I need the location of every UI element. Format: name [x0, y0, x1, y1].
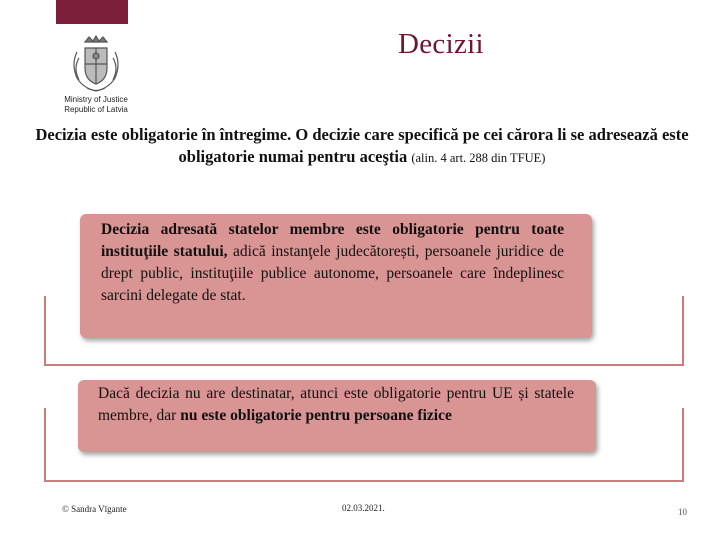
- intro-paragraph: [22, 124, 702, 169]
- intro-text: Decizia este obligatorie în întregime. O decizie care specifică pe cei cărora li se adresează este obligatorie numai pentru aceştia: [35, 125, 689, 166]
- box1-text: adică instanţele judecătorești, persoanele juridice de drept public, instituţiile publice autonome, persoanele care îndeplinesc sarcini delegate de stat.: [101, 243, 564, 304]
- box2-text: Dacă decizia nu are destinatar, atunci este obligatorie pentru UE și statele membre, dar: [98, 385, 574, 424]
- page-title: Decizii: [398, 28, 484, 60]
- top-accent-bar: [56, 0, 128, 24]
- box1-bold-text: Decizia adresată statelor membre este obligatorie pentru toate instituţiile statului,: [101, 221, 564, 260]
- logo-text-line1: Ministry of Justice: [64, 95, 128, 104]
- decision-no-addressee-box: [78, 380, 596, 452]
- logo-text-line2: Republic of Latvia: [64, 105, 128, 114]
- footer-date: 02.03.2021.: [342, 503, 385, 513]
- page-number: 10: [678, 507, 687, 517]
- ministry-logo: [48, 34, 144, 120]
- decision-member-states-box: [80, 214, 592, 338]
- coat-of-arms-icon: [67, 34, 125, 94]
- intro-reference: (alin. 4 art. 288 din TFUE): [411, 151, 546, 165]
- box2-bold-text: nu este obligatorie pentru persoane fizice: [180, 407, 452, 424]
- footer-author: © Sandra Vīgante: [62, 504, 127, 514]
